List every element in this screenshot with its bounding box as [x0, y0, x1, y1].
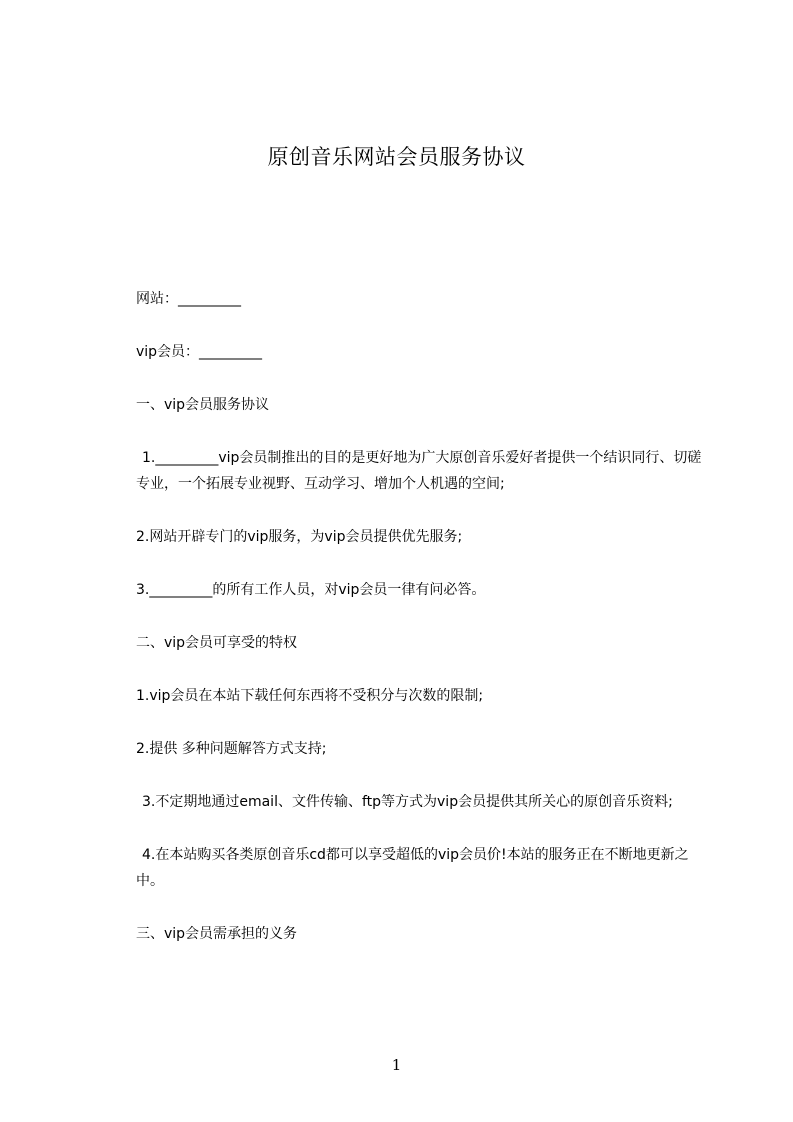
section-2-item-2: 2.提供 多种问题解答方式支持;: [136, 741, 327, 757]
section-2-item-4-text: 4.在本站购买各类原创音乐cd都可以享受超低的vip会员价!本站的服务正在不断地更新之中。: [136, 847, 689, 889]
document-body: [136, 286, 704, 974]
section-1-item-1-text: 1._________vip会员制推出的目的是更好地为广大原创音乐爱好者提供一个结识同行、切磋专业，一个拓展专业视野、互动学习、增加个人机遇的空间;: [136, 450, 702, 492]
section-1-item-3: 3._________的所有工作人员，对vip会员一律有问必答。: [136, 582, 486, 598]
vip-member-field: vip会员：_________: [136, 344, 263, 360]
section-2-item-4: [136, 842, 704, 894]
section-1-item-2: 2.网站开辟专门的vip服务，为vip会员提供优先服务;: [136, 529, 463, 545]
section-2-item-3: [136, 789, 704, 815]
section-2-heading: 二、vip会员可享受的特权: [136, 635, 298, 651]
document-title: 原创音乐网站会员服务协议: [267, 145, 526, 169]
section-1-heading: 一、vip会员服务协议: [136, 397, 270, 413]
page-number: 1: [391, 1056, 402, 1074]
website-field: 网站：_________: [136, 291, 241, 307]
section-2-item-1: 1.vip会员在本站下载任何东西将不受积分与次数的限制;: [136, 688, 484, 704]
section-3-heading: 三、vip会员需承担的义务: [136, 926, 298, 942]
section-1-item-1: [136, 445, 704, 497]
section-2-item-3-text: 3.不定期地通过email、文件传输、ftp等方式为vip会员提供其所关心的原创音乐资料;: [142, 794, 673, 810]
